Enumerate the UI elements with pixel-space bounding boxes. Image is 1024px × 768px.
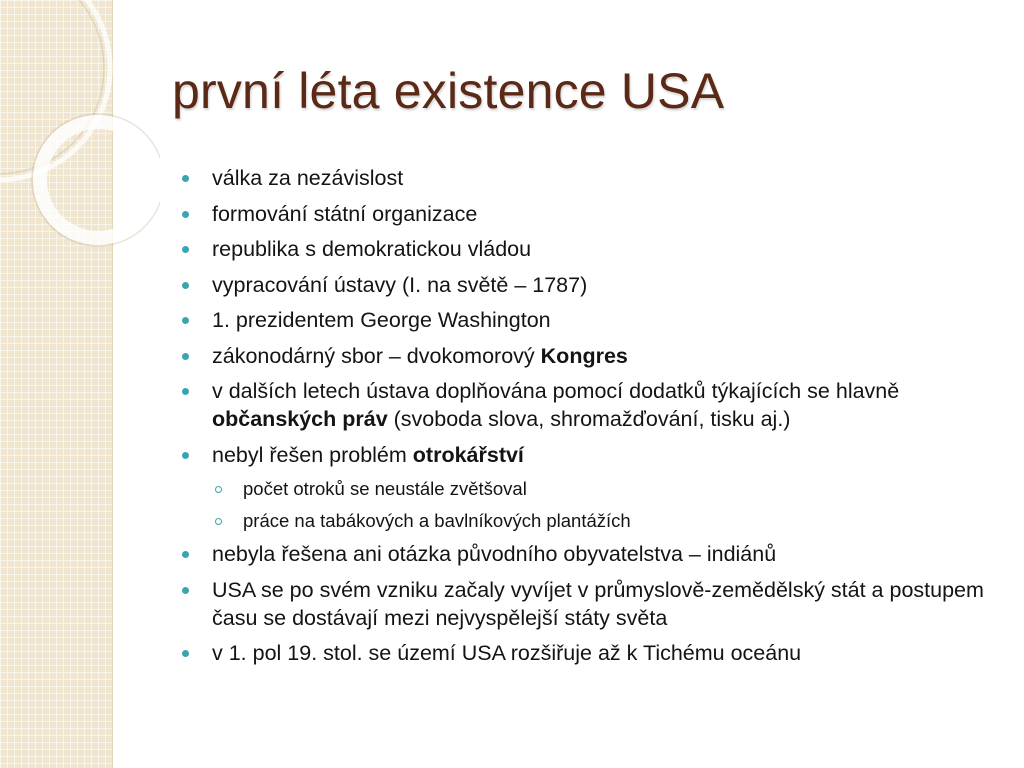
- sub-bullet-text: práce na tabákových a bavlníkových plantážích: [243, 510, 631, 531]
- bullet-text-bold: otrokářství: [412, 442, 524, 467]
- bullet-dot-icon: [182, 175, 189, 182]
- bullet-dot-icon: [182, 650, 189, 657]
- sub-bullet-item: [182, 476, 1002, 502]
- bullet-item: [182, 377, 1002, 433]
- bullet-item: [182, 540, 1002, 568]
- bullet-item: [182, 164, 1002, 192]
- bullet-dot-icon: [182, 452, 189, 459]
- bullet-text-plain: v dalších letech ústava doplňována pomocí dodatků týkajících se hlavně: [212, 379, 900, 403]
- bullet-dot-icon: [182, 587, 189, 594]
- bullet-text: republika s demokratickou vládou: [212, 237, 532, 261]
- bullet-item: [182, 235, 1002, 263]
- bullet-item: [182, 306, 1002, 334]
- bullet-text: 1. prezidentem George Washington: [212, 308, 551, 332]
- sub-bullet-circle-icon: [215, 518, 222, 525]
- bullet-item: [182, 441, 1002, 469]
- bullet-dot-icon: [182, 211, 189, 218]
- bullet-text: válka za nezávislost: [212, 166, 404, 190]
- slide-title: první léta existence USA: [172, 63, 725, 119]
- bullet-list: [182, 164, 1002, 675]
- bullet-item: [182, 576, 1002, 632]
- bullet-dot-icon: [182, 551, 189, 558]
- bullet-item: [182, 639, 1002, 667]
- bullet-text-bold: Kongres: [540, 343, 628, 368]
- decorative-rings-graphic: [0, 0, 160, 330]
- bullet-dot-icon: [182, 282, 189, 289]
- bullet-dot-icon: [182, 317, 189, 324]
- bullet-text: formování státní organizace: [212, 201, 478, 226]
- sub-bullet-circle-icon: [215, 486, 222, 493]
- bullet-dot-icon: [182, 246, 189, 253]
- bullet-text-plain: nebyl řešen problém: [212, 442, 413, 467]
- bullet-text-bold: občanských práv: [212, 407, 388, 431]
- bullet-text: USA se po svém vzniku začaly vyvíjet v průmyslově-zemědělský stát a postupem času se dostávají mezi nejvyspělejší státy světa: [212, 577, 984, 630]
- bullet-text: [212, 443, 524, 467]
- bullet-text: [212, 344, 628, 368]
- bullet-text: [212, 379, 899, 431]
- bullet-text: vypracování ústavy (I. na světě – 1787): [212, 272, 588, 297]
- bullet-text: v 1. pol 19. stol. se území USA rozšiřuje až k Tichému oceánu: [212, 641, 802, 665]
- bullet-item: [182, 200, 1002, 228]
- bullet-item: [182, 342, 1002, 370]
- bullet-dot-icon: [182, 353, 189, 360]
- sub-bullet-item: [182, 508, 1002, 534]
- bullet-text: nebyla řešena ani otázka původního obyvatelstva – indiánů: [212, 542, 777, 566]
- sub-bullet-text: počet otroků se neustále zvětšoval: [243, 478, 527, 499]
- bullet-item: [182, 271, 1002, 299]
- bullet-text-plain: zákonodárný sbor – dvokomorový: [212, 343, 541, 368]
- bullet-text-plain: (svoboda slova, shromažďování, tisku aj.): [387, 407, 791, 431]
- bullet-dot-icon: [182, 388, 189, 395]
- decorative-side-panel: [0, 0, 113, 768]
